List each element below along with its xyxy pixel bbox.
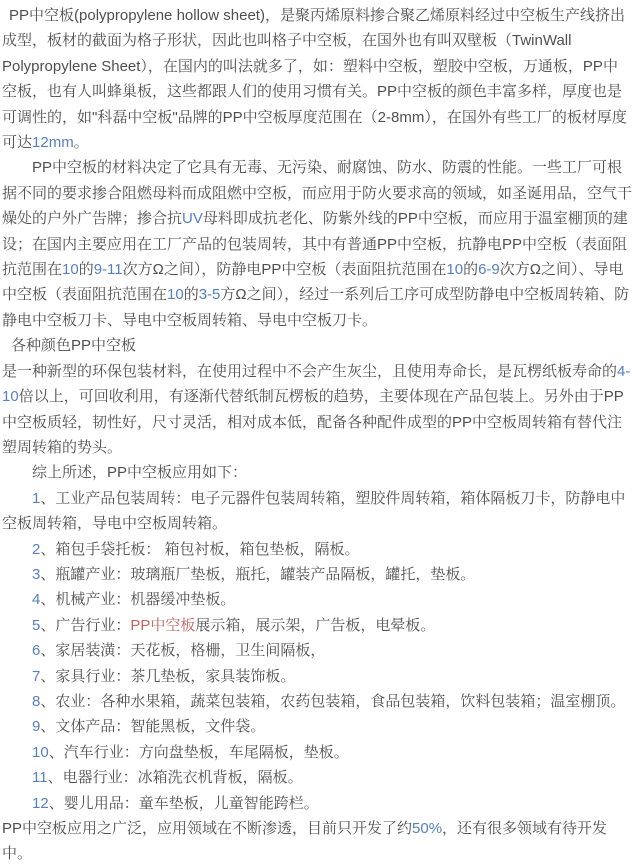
keyword-link-pp-hollow-sheet[interactable]: PP中空板 (130, 616, 196, 634)
article-body (2, 3, 632, 867)
eco-text-1: 是一种新型的环保包装材料，在使用过程中不会产生灰尘，且使用寿命长，是瓦楞纸板寿命的 (2, 362, 618, 380)
material-text-3: 的 (78, 261, 94, 279)
item-text: 、瓶罐产业：玻璃瓶厂垫板，瓶托，罐装产品隔板，罐托，垫板。 (40, 565, 476, 583)
material-text-7: 的 (183, 286, 199, 304)
link-50-percent[interactable]: 50% (412, 820, 443, 837)
list-item (2, 740, 632, 765)
link-12mm[interactable]: 12mm (32, 134, 74, 152)
item-text-post: 展示箱，展示架，广告板，电晕板。 (195, 616, 436, 634)
item-number-link[interactable]: 4 (32, 591, 41, 609)
link-9-11[interactable]: 9-11 (93, 261, 123, 279)
list-item (2, 714, 632, 739)
paragraph-material (2, 155, 632, 333)
closing-text-1: PP中空板应用之广泛，应用领域在不断渗透，目前只开发了约 (2, 820, 413, 837)
material-text-5: 的 (463, 261, 479, 279)
item-text: 、工业产品包装周转：电子元器件包装周转箱，塑胶件周转箱，箱体隔板刀卡，防静电中空板周转箱，导电中空板周转箱。 (2, 489, 626, 533)
item-text: 、婴儿用品：童车垫板，儿童智能跨栏。 (48, 794, 319, 812)
link-6-9[interactable]: 6-9 (478, 261, 500, 279)
item-text: 、电器行业：冰箱洗衣机背板，隔板。 (47, 769, 303, 787)
link-10-c[interactable]: 10 (167, 286, 184, 304)
item-text: 、箱包手袋托板： 箱包衬板，箱包垫板，隔板。 (40, 540, 360, 558)
link-10-a[interactable]: 10 (62, 261, 79, 279)
list-item (2, 587, 632, 612)
item-number-link[interactable]: 8 (32, 692, 41, 710)
item-text: 、机械产业：机器缓冲垫板。 (40, 591, 236, 609)
paragraph-intro (2, 3, 632, 155)
item-number-link[interactable]: 5 (32, 616, 41, 634)
list-item (2, 613, 632, 638)
material-text-1: PP中空板的材料决定了它具有无毒、无污染、耐腐蚀、防水、防震的性能。一些工厂可根据不同的要求掺合阻燃母料而成阻燃中空板，而应用于防火要求高的领域，如圣诞用品，空气干燥处的户外广告牌；掺合抗 (2, 159, 633, 228)
item-number-link[interactable]: 9 (32, 718, 41, 736)
list-item (2, 791, 632, 816)
item-text-pre: 、广告行业： (40, 616, 131, 634)
material-text-6: 次方Ω之间）、导电中空板（表面阻抗范围在 (2, 261, 624, 304)
summary-intro: 综上所述，PP中空板应用如下： (32, 464, 248, 482)
list-item (2, 765, 632, 790)
item-text: 、汽车行业：方向盘垫板，车尾隔板，垫板。 (48, 743, 349, 761)
item-number-link[interactable]: 10 (32, 743, 49, 761)
item-number-link[interactable]: 1 (32, 489, 41, 507)
item-text: 、农业：各种水果箱，蔬菜包装箱，农药包装箱，食品包装箱，饮料包装箱；温室棚顶。 (40, 692, 626, 710)
item-number-link[interactable]: 7 (32, 667, 41, 685)
item-number-link[interactable]: 6 (32, 642, 41, 660)
material-text-2: 母料即成抗老化、防紫外线的PP中空板，而应用于温室棚顶的建设；在国内主要应用在工厂产品的包装周转，其中有普通PP中空板，抗静电PP中空板（表面阻抗范围在 (2, 210, 628, 279)
closing-text-2: ，还有很多领域有待开发中。 (2, 820, 608, 863)
list-item (2, 562, 632, 587)
link-uv[interactable]: UV (182, 210, 203, 228)
list-item (2, 689, 632, 714)
item-text: 、文体产品：智能黑板，文件袋。 (40, 718, 266, 736)
list-item (2, 664, 632, 689)
link-3-5[interactable]: 3-5 (198, 286, 221, 304)
intro-text-2: 。 (73, 134, 89, 152)
paragraph-eco (2, 359, 632, 461)
intro-text-1: PP中空板(polypropylene hollow sheet)，是聚丙烯原料掺合聚乙烯原料经过中空板生产线挤出成型，板材的截面为格子形状，因此也叫格子中空板，在国外也有叫双壁板（TwinWall Polypropylene Sheet），在国内的叫法就多了，如：塑料中空板，塑胶中空板，万通板，PP中空板，也有人叫蜂巢板，这些都跟人们的使用习惯有关。PP中空板的颜色丰富多样，厚度也是可调性的，如"科磊中空板"品牌的PP中空板厚度范围在（2-8mm），在国外有些工厂的板材厚度可达 (2, 7, 627, 152)
paragraph-closing (2, 816, 632, 867)
material-text-8: 方Ω之间），经过一系列后工序可成型防静电中空板周转箱、防静电中空板刀卡、导电中空板周转箱、导电中空板刀卡。 (2, 286, 630, 329)
item-text: 、家具行业：茶几垫板，家具装饰板。 (40, 667, 296, 685)
list-item (2, 638, 632, 663)
eco-text-2: 倍以上，可回收利用，有逐渐代替纸制瓦楞板的趋势，主要体现在产品包装上。另外由于PP中空板质轻，韧性好，尺寸灵活，相对成本低，配备各种配件成型的PP中空板周转箱有替代注塑周转箱的势头。 (2, 388, 624, 456)
link-4-10[interactable]: 4-10 (2, 362, 631, 406)
list-item (2, 486, 632, 537)
list-item (2, 537, 632, 562)
item-number-link[interactable]: 2 (32, 540, 41, 558)
item-number-link[interactable]: 3 (32, 565, 41, 583)
material-text-4: 次方Ω之间），防静电PP中空板（表面阻抗范围在 (122, 261, 447, 279)
link-10-b[interactable]: 10 (446, 261, 464, 279)
subheading-colors: 各种颜色PP中空板 (11, 337, 137, 355)
item-text: 、家居装潢：天花板，格栅，卫生间隔板， (40, 642, 326, 660)
item-number-link[interactable]: 12 (32, 794, 49, 812)
item-number-link[interactable]: 11 (32, 769, 48, 787)
